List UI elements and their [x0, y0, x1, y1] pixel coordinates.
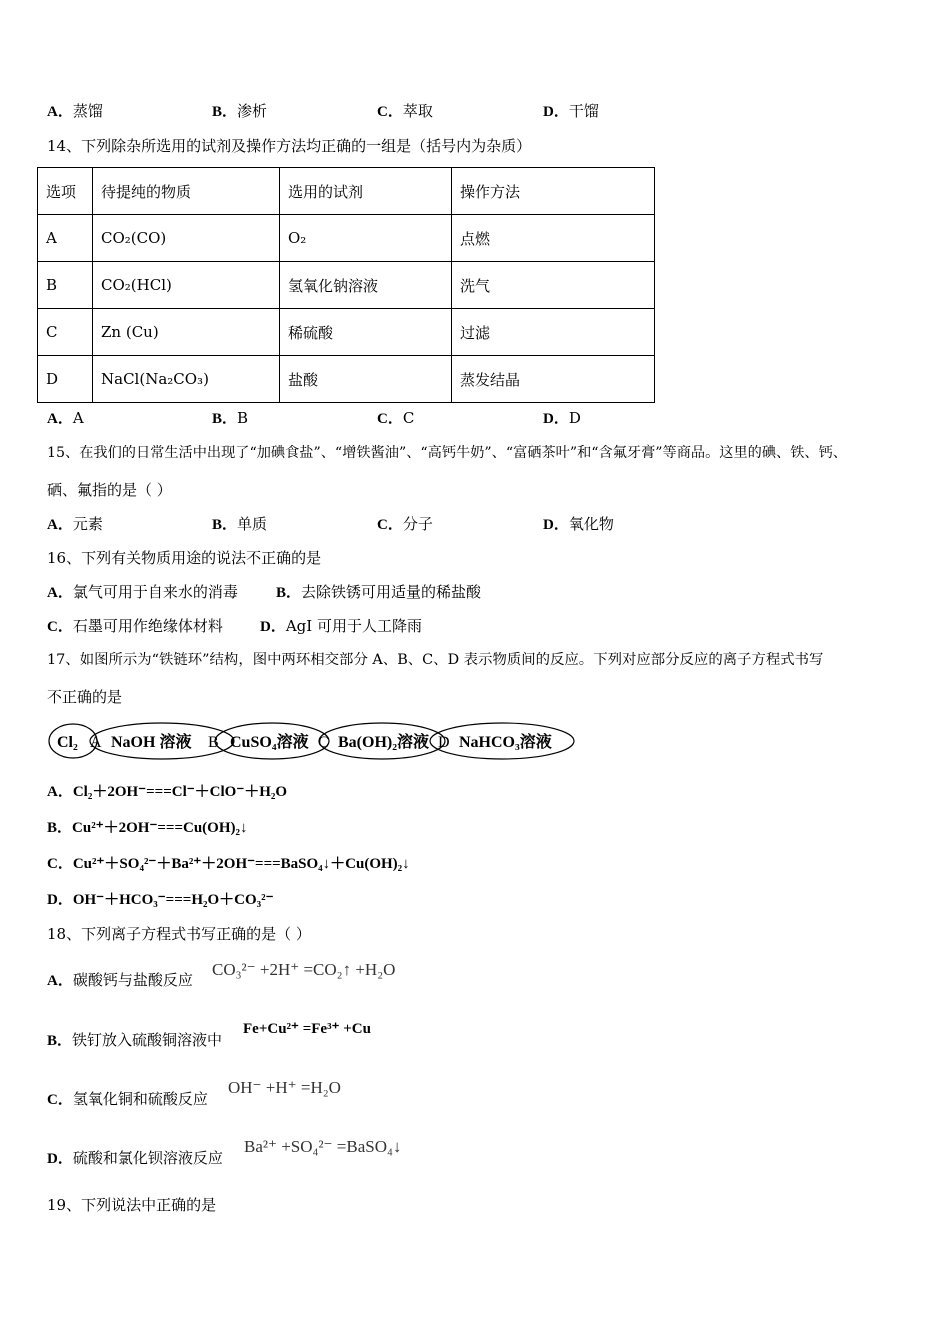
- chain-link-label: B: [208, 734, 219, 751]
- table-cell-substance: CO₂(HCl): [93, 262, 280, 309]
- table-cell-option: D: [38, 356, 93, 403]
- q18-stem: 18、下列离子方程式书写正确的是（ ）: [47, 925, 311, 943]
- table-cell-option: C: [38, 309, 93, 356]
- q13-option-d: D．干馏: [543, 102, 599, 120]
- table-row: [38, 262, 655, 309]
- q14-option-d: D．D: [543, 409, 581, 427]
- q18-option-d-formula: Ba²⁺ +SO₄²⁻ =BaSO₄↓: [244, 1137, 402, 1156]
- table-cell-method: 洗气: [452, 262, 655, 309]
- chain-ring-label: Ba(OH)₂溶液: [338, 734, 430, 751]
- q16-option-c: C．石墨可用作绝缘体材料: [47, 617, 223, 635]
- chain-ring-label: Cl₂: [57, 734, 78, 751]
- table-cell-method: 蒸发结晶: [452, 356, 655, 403]
- table-cell-reagent: O₂: [280, 215, 452, 262]
- table-cell-substance: Zn (Cu): [93, 309, 280, 356]
- q17-option-d: D．OH⁻＋HCO₃⁻===H₂O＋CO₃²⁻: [47, 892, 274, 908]
- chain-link-label: D: [438, 734, 450, 751]
- chain-ring-label: NaHCO₃溶液: [459, 734, 552, 751]
- q17-option-c: C．Cu²⁺＋SO₄²⁻＋Ba²⁺＋2OH⁻===BaSO₄↓＋Cu(OH)₂↓: [47, 856, 410, 872]
- q17-option-b: B．Cu²⁺＋2OH⁻===Cu(OH)₂↓: [47, 820, 248, 836]
- q18-option-a-formula: CO₃²⁻ +2H⁺ =CO₂↑ +H₂O: [212, 960, 396, 979]
- q13-option-b: B．渗析: [212, 102, 268, 120]
- q15-option-a: A．元素: [47, 515, 103, 533]
- q18-option-c-formula: OH⁻ +H⁺ =H₂O: [228, 1078, 341, 1097]
- q14-table: [37, 167, 655, 403]
- q15-option-c: C．分子: [377, 515, 433, 533]
- q14-stem: 14、下列除杂所选用的试剂及操作方法均正确的一组是（括号内为杂质）: [47, 137, 532, 155]
- table-header-cell: 待提纯的物质: [93, 168, 280, 215]
- q17-option-a: A．Cl₂＋2OH⁻===Cl⁻＋ClO⁻＋H₂O: [47, 784, 288, 800]
- q15-stem-line2: 硒、氟指的是（ ）: [47, 481, 172, 499]
- table-header-cell: 选项: [38, 168, 93, 215]
- table-row: [38, 215, 655, 262]
- q19-stem: 19、下列说法中正确的是: [47, 1196, 217, 1214]
- chain-ring-label: CuSO₄溶液: [230, 734, 309, 751]
- table-cell-option: A: [38, 215, 93, 262]
- chain-ring-label: NaOH 溶液: [111, 734, 192, 751]
- q18-option-b: B．铁钉放入硫酸铜溶液中: [47, 1031, 223, 1049]
- q13-option-a: A．蒸馏: [47, 102, 103, 120]
- table-header-cell: 操作方法: [452, 168, 655, 215]
- q14-option-b: B．B: [212, 409, 249, 427]
- q14-option-c: C．C: [377, 409, 415, 427]
- q18-option-a: A．碳酸钙与盐酸反应: [47, 971, 193, 989]
- table-cell-reagent: 氢氧化钠溶液: [280, 262, 452, 309]
- q15-option-d: D．氧化物: [543, 515, 614, 533]
- table-header-row: [38, 168, 655, 215]
- q15-option-b: B．单质: [212, 515, 268, 533]
- q18-option-b-formula: Fe+Cu²⁺ =Fe³⁺ +Cu: [243, 1021, 371, 1037]
- chain-link-label: C: [318, 734, 329, 751]
- table-row: [38, 356, 655, 403]
- table-cell-method: 点燃: [452, 215, 655, 262]
- table-cell-reagent: 盐酸: [280, 356, 452, 403]
- q18-option-d: D．硫酸和氯化钡溶液反应: [47, 1149, 223, 1167]
- table-cell-reagent: 稀硫酸: [280, 309, 452, 356]
- chain-link-label: A: [90, 734, 102, 751]
- iron-chain-diagram: [47, 721, 587, 761]
- q13-option-c: C．萃取: [377, 102, 433, 120]
- q14-option-a: A．A: [47, 409, 84, 427]
- table-cell-option: B: [38, 262, 93, 309]
- table-header-cell: 选用的试剂: [280, 168, 452, 215]
- q17-stem-line2: 不正确的是: [47, 688, 123, 706]
- table-cell-substance: CO₂(CO): [93, 215, 280, 262]
- table-row: [38, 309, 655, 356]
- q16-stem: 16、下列有关物质用途的说法不正确的是: [47, 549, 322, 567]
- table-cell-substance: NaCl(Na₂CO₃): [93, 356, 280, 403]
- q18-option-c: C．氢氧化铜和硫酸反应: [47, 1090, 208, 1108]
- table-cell-method: 过滤: [452, 309, 655, 356]
- q17-stem-line1: 17、如图所示为“铁链环”结构，图中两环相交部分 A、B、C、D 表示物质间的反应。下列对应部分反应的离子方程式书写: [47, 652, 824, 668]
- q16-option-d: D．AgI 可用于人工降雨: [260, 617, 422, 635]
- q16-option-a: A．氯气可用于自来水的消毒: [47, 583, 238, 601]
- q15-stem-line1: 15、在我们的日常生活中出现了“加碘食盐”、“增铁酱油”、“高钙牛奶”、“富硒茶叶”和“含氟牙膏”等商品。这里的碘、铁、钙、: [47, 445, 847, 461]
- q16-option-b: B．去除铁锈可用适量的稀盐酸: [276, 583, 482, 601]
